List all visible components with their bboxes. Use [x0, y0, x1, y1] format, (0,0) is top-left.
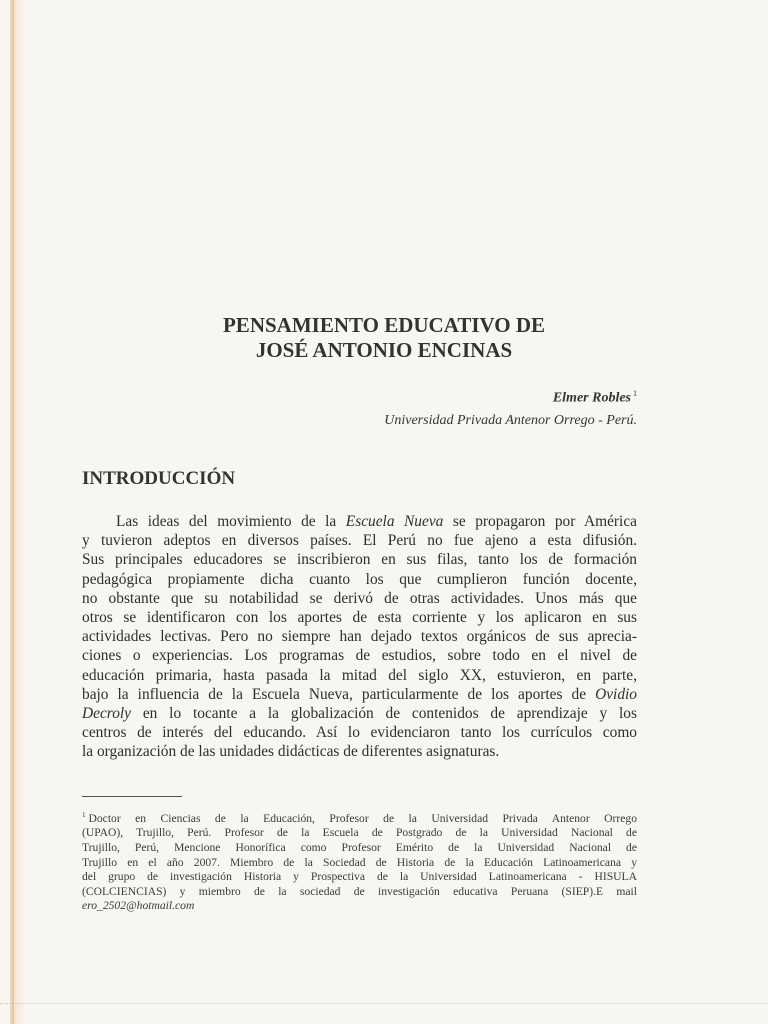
body-italic-run: Escuela Nueva	[345, 513, 444, 530]
body-line: otros se identificaron con los aportes de esta corriente y los aplicaron en sus	[82, 609, 637, 627]
body-line: no obstante que su notabilidad se derivó de otras actividades. Unos más que	[82, 589, 637, 607]
body-italic-run: Ovidio	[595, 685, 637, 703]
article-title	[82, 313, 686, 363]
footnote-mark: 1	[82, 811, 86, 819]
footnote-line: (COLCIENCIAS) y miembro de la sociedad de investigación educativa Peruana (SIEP).E mail	[82, 884, 637, 898]
page-edge-binding	[10, 0, 24, 1024]
footnote-line: Trujillo en el año 2007. Miembro de la Sociedad de Historia de la Educación Latinoamericana y	[82, 855, 637, 869]
footnote-email: ero_2502@hotmail.com	[82, 899, 195, 913]
title-line-2: JOSÉ ANTONIO ENCINAS	[255, 338, 513, 362]
footnote	[82, 808, 637, 914]
body-text-run: Las ideas del movimiento de la	[116, 513, 346, 530]
body-line: la organización de las unidades didácticas de diferentes asignaturas.	[82, 743, 500, 761]
body-text-run: bajo la influencia de la Escuela Nueva, particularmente de los aportes de	[82, 685, 596, 703]
footnote-line	[82, 808, 637, 826]
body-line	[82, 704, 637, 723]
body-line: centros de interés del educando. Así lo evidenciaron tanto los currículos como	[82, 724, 637, 742]
body-line: pedagógica propiamente dicha cuanto los que cumplieron función docente,	[82, 570, 637, 588]
title-line-1: PENSAMIENTO EDUCATIVO DE	[222, 313, 545, 337]
section-heading: INTRODUCCIÓN	[82, 468, 236, 489]
author-name-text: Elmer Robles	[552, 390, 631, 406]
body-line	[82, 512, 637, 531]
body-line	[82, 685, 637, 704]
author-name	[553, 389, 637, 407]
body-text-run: en lo tocante a la globalización de contenidos de aprendizaje y los	[131, 705, 637, 723]
footnote-text-run: Doctor en Ciencias de la Educación, Profesor de la Universidad Privada Antenor Orrego	[88, 811, 637, 825]
footnote-line: (UPAO), Trujillo, Perú. Profesor de la Escuela de Postgrado de la Universidad Nacional de	[82, 826, 637, 840]
body-line: ciones o experiencias. Los programas de estudios, sobre todo en el nivel de	[82, 647, 637, 665]
body-line: educación primaria, hasta pasada la mitad del siglo XX, estuvieron, en parte,	[82, 666, 637, 684]
body-line: Sus principales educadores se inscribieron en sus filas, tanto los de formación	[82, 551, 637, 569]
body-line: actividades lectivas. Pero no siempre han dejado textos orgánicos de sus aprecia-	[82, 628, 637, 646]
body-paragraph	[82, 512, 637, 762]
body-line: y tuvieron adeptos en diversos países. El Perú no fue ajeno a esta difusión.	[82, 532, 637, 550]
footnote-line: Trujillo, Perú, Mencione Honorífica como Profesor Emérito de la Universidad Nacional de	[82, 841, 637, 855]
footnote-divider	[82, 796, 182, 797]
footnote-line: del grupo de investigación Historia y Prospectiva de la Universidad Latinoamericana - HISULA	[82, 870, 637, 884]
author-footnote-mark: 1	[633, 389, 637, 398]
body-italic-run: Decroly	[82, 705, 131, 723]
page-bottom-edge	[0, 1003, 768, 1005]
body-text-run: se propagaron por América	[443, 513, 637, 530]
author-affiliation: Universidad Privada Antenor Orrego - Perú.	[384, 413, 637, 428]
